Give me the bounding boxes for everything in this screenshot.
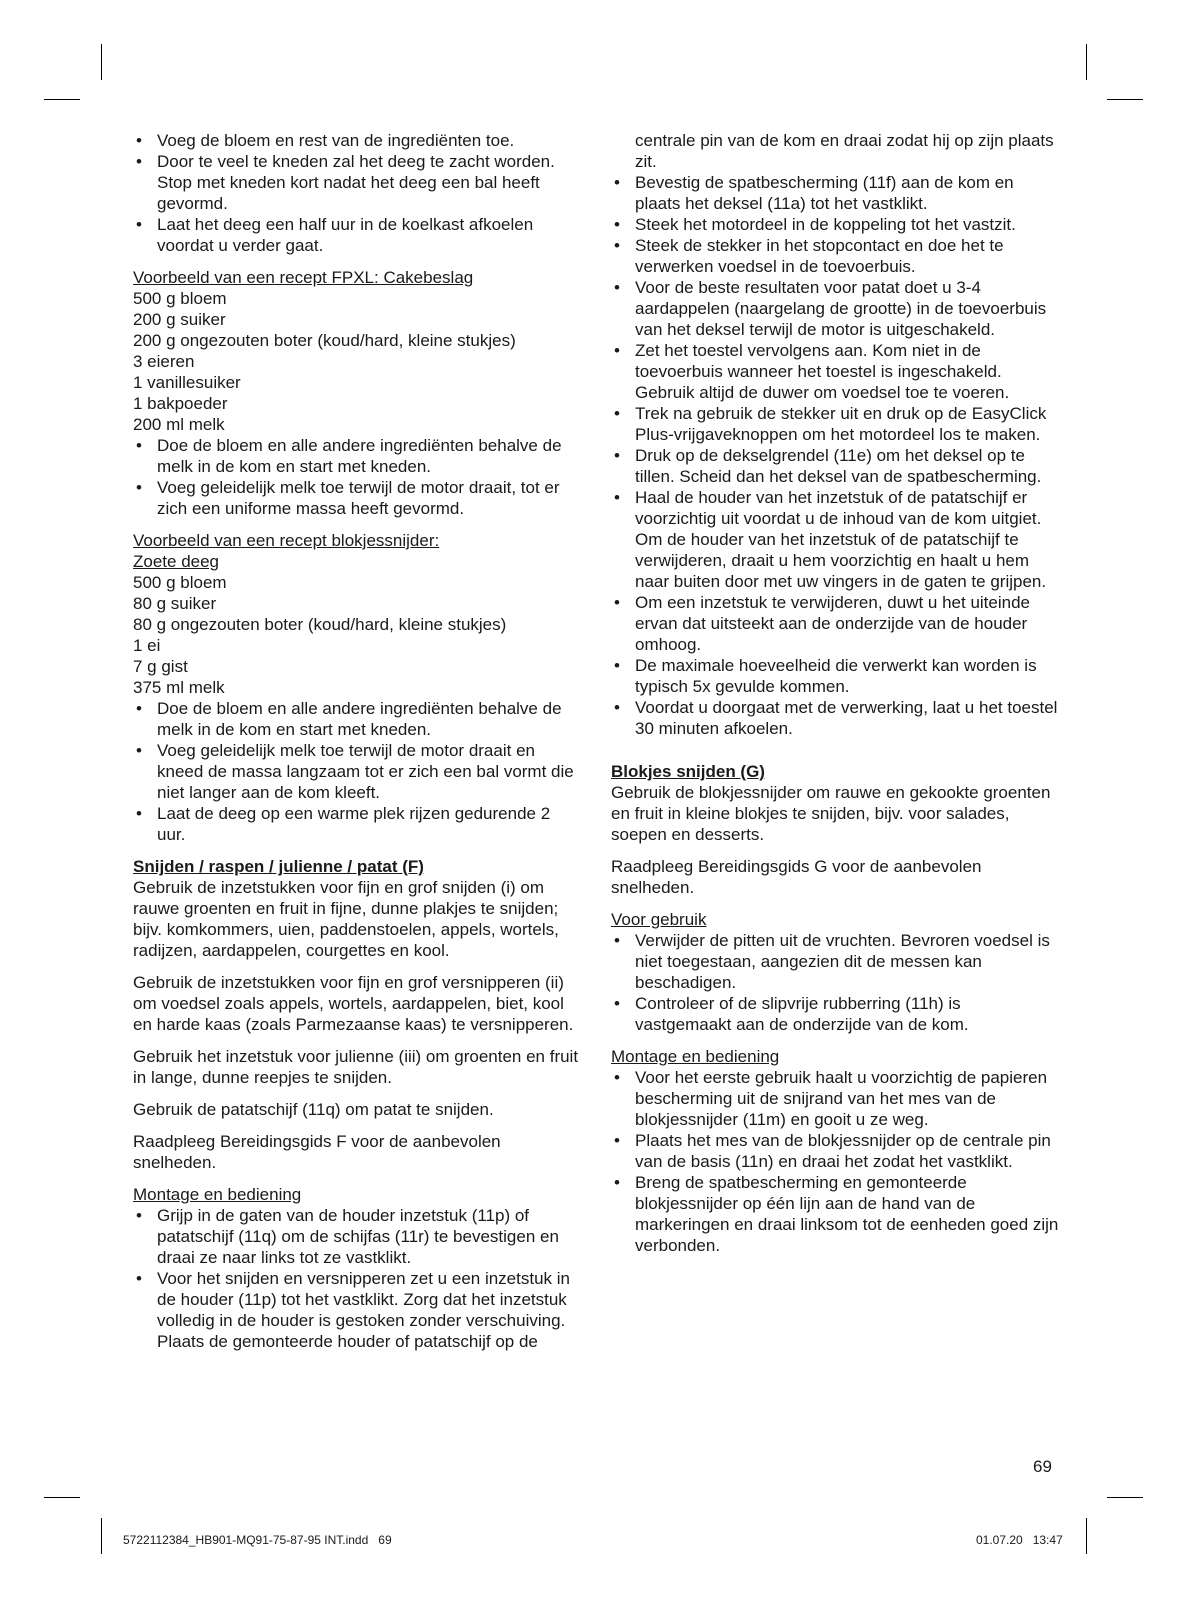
recipe-dough-steps (133, 698, 583, 845)
list-item: • Breng de spatbescherming en gemonteerde blokjessnijder op één lijn aan de hand van de markeringen en draai linksom tot de eenheden goed zijn verbonden. (611, 1172, 1061, 1256)
crop-mark (44, 1497, 80, 1498)
crop-mark (101, 1518, 102, 1554)
recipe-dough-subtitle: Zoete deeg (133, 552, 220, 571)
paragraph: Gebruik de inzetstukken voor fijn en grof snijden (i) om rauwe groenten en fruit in fijne, dunne plakjes te snijden; bijv. komkommers, uien, paddenstoelen, appels, wortels, radijzen, aardappelen, courgettes en kool. (133, 878, 559, 960)
list-item: • Voeg de bloem en rest van de ingrediënten toe. (133, 130, 583, 151)
list-item: • Voordat u doorgaat met de verwerking, laat u het toestel 30 minuten afkoelen. (611, 697, 1061, 739)
list-item: • Controleer of de slipvrije rubberring (11h) is vastgemaakt aan de onderzijde van de kom. (611, 993, 1061, 1035)
section-f-heading: Snijden / raspen / julienne / patat (F) (133, 857, 424, 876)
ingredient: 80 g ongezouten boter (koud/hard, kleine stukjes) (133, 615, 507, 634)
list-item: • Laat het deeg een half uur in de koelkast afkoelen voordat u verder gaat. (133, 214, 583, 256)
before-use-bullets (611, 930, 1061, 1035)
list-item: • Laat de deeg op een warme plek rijzen gedurende 2 uur. (133, 803, 583, 845)
list-item: • Plaats het mes van de blokjessnijder op de centrale pin van de basis (11n) en draai het zodat het vastklikt. (611, 1130, 1061, 1172)
assembly-steps-right (611, 172, 1061, 739)
crop-mark (1107, 1497, 1143, 1498)
crop-mark (1107, 99, 1143, 100)
crop-mark (1086, 1518, 1087, 1554)
ingredient: 80 g suiker (133, 594, 217, 613)
list-item: • Haal de houder van het inzetstuk of de patatschijf er voorzichtig uit voordat u de inhoud van de kom uitgiet. Om de houder van het inzetstuk of de patatschijf te verwijderen, draait u hem voorzichtig en haalt u hem naar buiten door met uw vingers in de gaten te grijpen. (611, 487, 1061, 592)
recipe-cake-title: Voorbeeld van een recept FPXL: Cakebeslag (133, 268, 474, 287)
recipe-cake-steps (133, 435, 583, 519)
list-item: • Steek het motordeel in de koppeling tot het vastzit. (611, 214, 1061, 235)
list-item: • Trek na gebruik de stekker uit en druk op de EasyClick Plus-vrijgaveknoppen om het motordeel los te maken. (611, 403, 1061, 445)
ingredient: 1 ei (133, 636, 161, 655)
list-item: • Voor de beste resultaten voor patat doet u 3-4 aardappelen (naargelang de grootte) in de toevoerbuis van het deksel terwijl de motor is uitgeschakeld. (611, 277, 1061, 340)
ingredient: 7 g gist (133, 657, 188, 676)
continued-text: centrale pin van de kom en draai zodat hij op zijn plaats zit. (635, 131, 1054, 171)
ingredient: 200 g ongezouten boter (koud/hard, kleine stukjes) (133, 331, 516, 350)
ingredient: 1 vanillesuiker (133, 373, 241, 392)
crop-mark (101, 44, 102, 80)
list-item: • Voor het eerste gebruik haalt u voorzichtig de papieren bescherming uit de snijrand van het mes van de blokjessnijder (11m) en gooit u ze weg. (611, 1067, 1061, 1130)
recipe-dough-title: Voorbeeld van een recept blokjessnijder: (133, 531, 440, 550)
paragraph: Gebruik de inzetstukken voor fijn en grof versnipperen (ii) om voedsel zoals appels, wortels, aardappelen, biet, kool en harde kaas (zoals Parmezaanse kaas) te versnipperen. (133, 973, 574, 1034)
paragraph: Gebruik de blokjessnijder om rauwe en gekookte groenten en fruit in kleine blokjes te snijden, bijv. voor salades, soepen en desserts. (611, 783, 1051, 844)
crop-mark (44, 99, 80, 100)
ingredient: 500 g bloem (133, 289, 227, 308)
paragraph: Gebruik de patatschijf (11q) om patat te snijden. (133, 1100, 494, 1119)
assembly-bullets-left (133, 1205, 583, 1352)
intro-bullet-list (133, 130, 583, 256)
ingredient: 200 g suiker (133, 310, 226, 329)
list-item: • Verwijder de pitten uit de vruchten. Bevroren voedsel is niet toegestaan, aangezien dit de messen kan beschadigen. (611, 930, 1061, 993)
list-item: • Druk op de dekselgrendel (11e) om het deksel op te tillen. Scheid dan het deksel van de spatbescherming. (611, 445, 1061, 487)
list-item: • Voor het snijden en versnipperen zet u een inzetstuk in de houder (11p) tot het vastklikt. Zorg dat het inzetstuk volledig in de houder is gestoken zonder verschuiving. Plaats de gemonteerde houder of patatschijf op de (133, 1268, 583, 1352)
footer-file-info: 5722112384_HB901-MQ91-75-87-95 INT.indd 69 (123, 1533, 392, 1547)
paragraph: Raadpleeg Bereidingsgids G voor de aanbevolen snelheden. (611, 857, 982, 897)
list-item: • Steek de stekker in het stopcontact en doe het te verwerken voedsel in de toevoerbuis. (611, 235, 1061, 277)
section-g-heading: Blokjes snijden (G) (611, 762, 765, 781)
paragraph: Gebruik het inzetstuk voor julienne (iii) om groenten en fruit in lange, dunne reepjes te snijden. (133, 1047, 579, 1087)
footer-timestamp: 01.07.20 13:47 (976, 1533, 1063, 1547)
page-number: 69 (1033, 1457, 1052, 1476)
list-item: • Voeg geleidelijk melk toe terwijl de motor draait, tot er zich een uniforme massa heeft gevormd. (133, 477, 583, 519)
before-use-title: Voor gebruik (611, 910, 707, 929)
left-column (133, 130, 583, 1352)
ingredient: 3 eieren (133, 352, 195, 371)
assembly-title-right: Montage en bediening (611, 1047, 780, 1066)
right-column (611, 130, 1061, 1256)
ingredient: 200 ml melk (133, 415, 225, 434)
list-item: • Grijp in de gaten van de houder inzetstuk (11p) of patatschijf (11q) om de schijfas (11r) te bevestigen en draai ze naar links tot ze vastklikt. (133, 1205, 583, 1268)
list-item: • Om een inzetstuk te verwijderen, duwt u het uiteinde ervan dat uitsteekt aan de onderzijde van de houder omhoog. (611, 592, 1061, 655)
list-item: • De maximale hoeveelheid die verwerkt kan worden is typisch 5x gevulde kommen. (611, 655, 1061, 697)
list-item: • Bevestig de spatbescherming (11f) aan de kom en plaats het deksel (11a) tot het vastklikt. (611, 172, 1061, 214)
list-item: • Door te veel te kneden zal het deeg te zacht worden. Stop met kneden kort nadat het deeg een bal heeft gevormd. (133, 151, 583, 214)
assembly-bullets-right (611, 1067, 1061, 1256)
assembly-title-left: Montage en bediening (133, 1185, 302, 1204)
list-item: • Zet het toestel vervolgens aan. Kom niet in de toevoerbuis wanneer het toestel is ingeschakeld. Gebruik altijd de duwer om voedsel toe te voeren. (611, 340, 1061, 403)
ingredient: 375 ml melk (133, 678, 225, 697)
list-item: • Doe de bloem en alle andere ingrediënten behalve de melk in de kom en start met kneden. (133, 698, 583, 740)
ingredient: 500 g bloem (133, 573, 227, 592)
list-item: • Voeg geleidelijk melk toe terwijl de motor draait en kneed de massa langzaam tot er zich een bal vormt die niet langer aan de kom kleeft. (133, 740, 583, 803)
paragraph: Raadpleeg Bereidingsgids F voor de aanbevolen snelheden. (133, 1132, 501, 1172)
crop-mark (1086, 44, 1087, 80)
ingredient: 1 bakpoeder (133, 394, 228, 413)
list-item: • Doe de bloem en alle andere ingrediënten behalve de melk in de kom en start met kneden. (133, 435, 583, 477)
